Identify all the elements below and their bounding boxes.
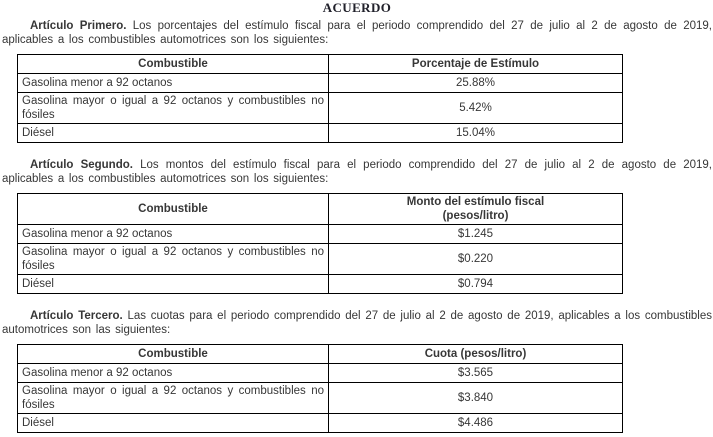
- cell-value: 15.04%: [329, 124, 623, 143]
- cell-value: 5.42%: [329, 93, 623, 124]
- table-row: [18, 74, 623, 93]
- table-porcentajes-estimulo: [17, 54, 623, 143]
- article-segundo-label: Artículo Segundo.: [30, 159, 133, 171]
- header-monto-main: Monto del estímulo fiscal: [406, 196, 545, 208]
- cell-value: $3.840: [329, 383, 623, 414]
- header-porcentaje-main: Porcentaje de Estímulo: [411, 58, 540, 70]
- cell-value: 25.88%: [329, 74, 623, 93]
- table-header-row: [18, 345, 623, 364]
- header-combustible: Combustible: [18, 55, 329, 74]
- cell-value: $0.794: [329, 275, 623, 294]
- article-segundo: [2, 158, 712, 294]
- article-segundo-paragraph: [2, 158, 712, 186]
- table-row: [18, 275, 623, 294]
- cell-value: $0.220: [329, 244, 623, 275]
- table-row: [18, 383, 623, 414]
- header-combustible: Combustible: [18, 194, 329, 225]
- cell-fuel: Diésel: [18, 124, 329, 143]
- cell-fuel: Gasolina menor a 92 octanos: [18, 74, 329, 93]
- header-cuota: [329, 345, 623, 364]
- cell-fuel: Gasolina menor a 92 octanos: [18, 225, 329, 244]
- document-title: ACUERDO: [322, 0, 392, 15]
- article-primero-paragraph: [2, 19, 712, 47]
- article-tercero: [2, 309, 712, 433]
- table-header-row: [18, 194, 623, 225]
- header-combustible: Combustible: [18, 345, 329, 364]
- article-primero: [2, 19, 712, 143]
- table-row: [18, 93, 623, 124]
- cell-fuel: Gasolina menor a 92 octanos: [18, 364, 329, 383]
- cell-fuel: Diésel: [18, 414, 329, 433]
- table-cuotas: [17, 344, 623, 433]
- header-monto-sub: (pesos/litro): [442, 210, 509, 222]
- article-tercero-label: Artículo Tercero.: [30, 310, 123, 322]
- cell-fuel: Gasolina mayor o igual a 92 octanos y combustibles no fósiles: [18, 244, 329, 275]
- table-row: [18, 364, 623, 383]
- article-segundo-text: Los montos del estímulo fiscal para el periodo comprendido del 27 de julio al 2 de agosto de 2019, aplicables a los combustibles automotrices son los siguientes:: [2, 159, 712, 185]
- article-primero-label: Artículo Primero.: [30, 20, 127, 32]
- article-primero-text: Los porcentajes del estímulo fiscal para el periodo comprendido del 27 de julio al 2 de agosto de 2019, aplicables a los combustibles automotrices son los siguientes:: [2, 20, 712, 46]
- cell-fuel: Gasolina mayor o igual a 92 octanos y combustibles no fósiles: [18, 93, 329, 124]
- header-porcentaje: [329, 55, 623, 74]
- table-row: [18, 225, 623, 244]
- table-row: [18, 244, 623, 275]
- table-montos-estimulo: [17, 193, 623, 294]
- cell-fuel: Diésel: [18, 275, 329, 294]
- table-row: [18, 124, 623, 143]
- article-tercero-text: Las cuotas para el periodo comprendido del 27 de julio al 2 de agosto de 2019, aplicables a los combustibles automotrices son las siguientes:: [2, 310, 712, 336]
- header-cuota-main: Cuota (pesos/litro): [424, 348, 527, 360]
- table-header-row: [18, 55, 623, 74]
- cell-fuel: Gasolina mayor o igual a 92 octanos y combustibles no fósiles: [18, 383, 329, 414]
- cell-value: $1.245: [329, 225, 623, 244]
- cell-value: $4.486: [329, 414, 623, 433]
- header-monto: [329, 194, 623, 225]
- cell-value: $3.565: [329, 364, 623, 383]
- article-tercero-paragraph: [2, 309, 712, 337]
- table-row: [18, 414, 623, 433]
